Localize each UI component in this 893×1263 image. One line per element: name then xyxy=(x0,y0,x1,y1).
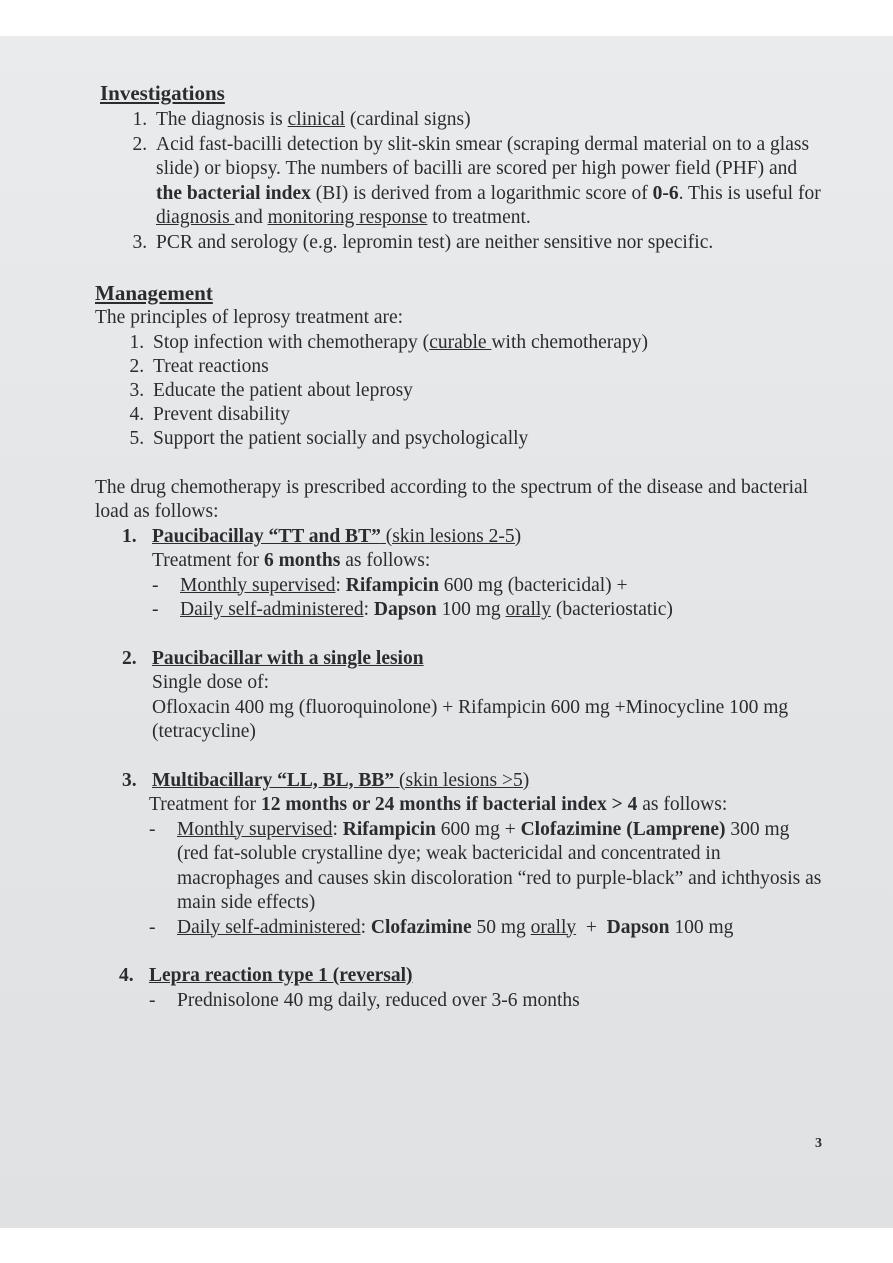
list-item: 5. Support the patient socially and psychologically xyxy=(149,427,825,451)
management-heading: Management xyxy=(95,281,213,305)
dose-item: - Monthly supervised: Rifampicin 600 mg (bactericidal) + xyxy=(152,574,825,599)
management-intro: The principles of leprosy treatment are: xyxy=(95,307,404,328)
page-number: 3 xyxy=(815,1136,822,1151)
regimen-title: 4. Lepra reaction type 1 (reversal) xyxy=(119,965,413,986)
investigations-heading: Investigations xyxy=(100,81,225,105)
dose-item: - Prednisolone 40 mg daily, reduced over 3-6 months xyxy=(149,989,825,1014)
list-item: 4. Prevent disability xyxy=(149,403,825,427)
regimen-title: 3. Multibacillary “LL, BL, BB” (skin lesions >5) xyxy=(122,769,530,791)
list-item: 1. Stop infection with chemotherapy (curable with chemotherapy) xyxy=(149,331,825,355)
list-item: 1. The diagnosis is clinical (cardinal signs) xyxy=(152,108,825,133)
list-item: 3. PCR and serology (e.g. lepromin test) are neither sensitive nor specific. xyxy=(152,231,825,256)
principles-list xyxy=(95,331,825,451)
regimen-multibacillary xyxy=(95,769,825,941)
dose-item: - Daily self-administered: Clofazimine 50 mg orally + Dapson 100 mg xyxy=(149,916,825,941)
document-page xyxy=(0,36,893,1228)
dose-item: - Monthly supervised: Rifampicin 600 mg + Clofazimine (Lamprene) 300 mg (red fat-soluble crystalline dye; weak bactericidal and concentrated in macrophages and causes skin discoloration “red to purple-black” and ichthyosis as main side effects) xyxy=(149,818,825,916)
regimen-title: 2. Paucibacillar with a single lesion xyxy=(122,647,424,669)
regimen-paucibacillary xyxy=(95,525,825,623)
list-item: 2. Acid fast-bacilli detection by slit-skin smear (scraping dermal material on to a glass slide) or biopsy. The numbers of bacilli are scored per high power field (PHF) and the bacterial index (BI) is derived from a logarithmic score of 0-6. This is useful for diagnosis and monitoring response to treatment. xyxy=(152,133,825,231)
chemotherapy-intro: The drug chemotherapy is prescribed according to the spectrum of the disease and bacterial load as follows: xyxy=(95,476,809,522)
list-item: 2. Treat reactions xyxy=(149,355,825,379)
investigations-list xyxy=(95,108,825,255)
regimen-duration: Treatment for 12 months or 24 months if bacterial index > 4 as follows: xyxy=(149,794,728,815)
regimen-single-lesion: 2. Paucibacillar with a single lesion Single dose of: Ofloxacin 400 mg (fluoroquinolone) + Rifampicin 600 mg +Minocycline 100 mg (tetracycline) xyxy=(95,647,825,745)
page-content xyxy=(95,80,825,1013)
regimen-duration: Treatment for 6 months as follows: xyxy=(152,550,431,571)
list-item: 3. Educate the patient about leprosy xyxy=(149,379,825,403)
regimen-lepra-reaction xyxy=(95,964,825,1013)
dose-item: - Daily self-administered: Dapson 100 mg orally (bacteriostatic) xyxy=(152,598,825,623)
regimen-title: 1. Paucibacillay “TT and BT” (skin lesions 2-5) xyxy=(122,525,522,547)
